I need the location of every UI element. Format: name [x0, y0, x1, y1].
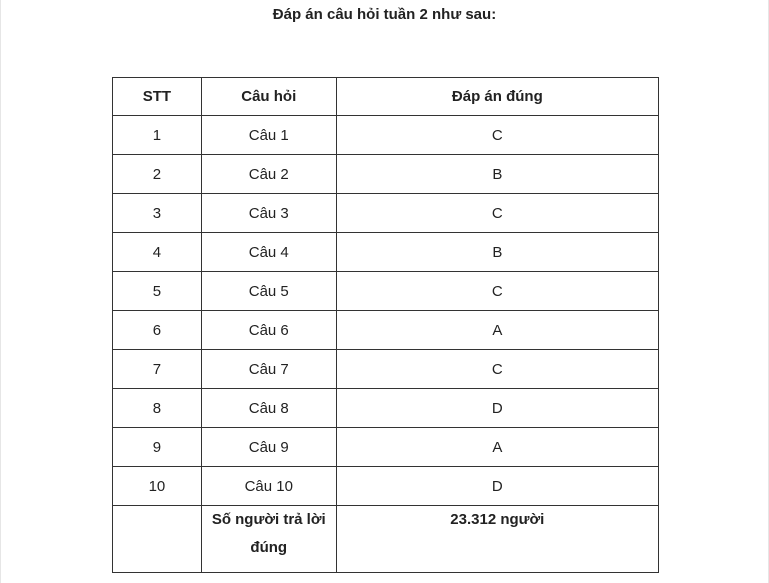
header-stt: STT [113, 78, 202, 116]
cell-question: Câu 8 [201, 389, 336, 428]
total-value: 23.312 người [336, 506, 658, 573]
table-row [113, 428, 659, 467]
cell-answer: A [336, 311, 658, 350]
table-row [113, 389, 659, 428]
table-header-row [113, 78, 659, 116]
cell-question: Câu 3 [201, 194, 336, 233]
header-answer: Đáp án đúng [336, 78, 658, 116]
cell-answer: C [336, 116, 658, 155]
cell-answer: C [336, 194, 658, 233]
cell-question: Câu 2 [201, 155, 336, 194]
page-left-border [0, 0, 1, 583]
cell-answer: B [336, 155, 658, 194]
cell-stt: 6 [113, 311, 202, 350]
cell-answer: D [336, 467, 658, 506]
table-row [113, 233, 659, 272]
total-row [113, 506, 659, 573]
cell-stt: 8 [113, 389, 202, 428]
cell-question: Câu 10 [201, 467, 336, 506]
cell-stt: 7 [113, 350, 202, 389]
table-row [113, 116, 659, 155]
cell-answer: C [336, 350, 658, 389]
total-empty-cell [113, 506, 202, 573]
cell-stt: 4 [113, 233, 202, 272]
cell-question: Câu 7 [201, 350, 336, 389]
header-question: Câu hỏi [201, 78, 336, 116]
cell-answer: D [336, 389, 658, 428]
page-heading: Đáp án câu hỏi tuần 2 như sau: [272, 6, 497, 23]
table-row [113, 194, 659, 233]
total-label: Số người trả lời đúng [201, 506, 336, 573]
table-row [113, 467, 659, 506]
cell-question: Câu 5 [201, 272, 336, 311]
cell-answer: C [336, 272, 658, 311]
table-row [113, 272, 659, 311]
cell-answer: B [336, 233, 658, 272]
cell-stt: 10 [113, 467, 202, 506]
table-row [113, 350, 659, 389]
cell-stt: 9 [113, 428, 202, 467]
cell-question: Câu 6 [201, 311, 336, 350]
cell-stt: 2 [113, 155, 202, 194]
cell-question: Câu 9 [201, 428, 336, 467]
cell-question: Câu 4 [201, 233, 336, 272]
cell-question: Câu 1 [201, 116, 336, 155]
table-row [113, 155, 659, 194]
cell-stt: 1 [113, 116, 202, 155]
table-row [113, 311, 659, 350]
cell-answer: A [336, 428, 658, 467]
answer-table [112, 77, 659, 573]
cell-stt: 5 [113, 272, 202, 311]
cell-stt: 3 [113, 194, 202, 233]
